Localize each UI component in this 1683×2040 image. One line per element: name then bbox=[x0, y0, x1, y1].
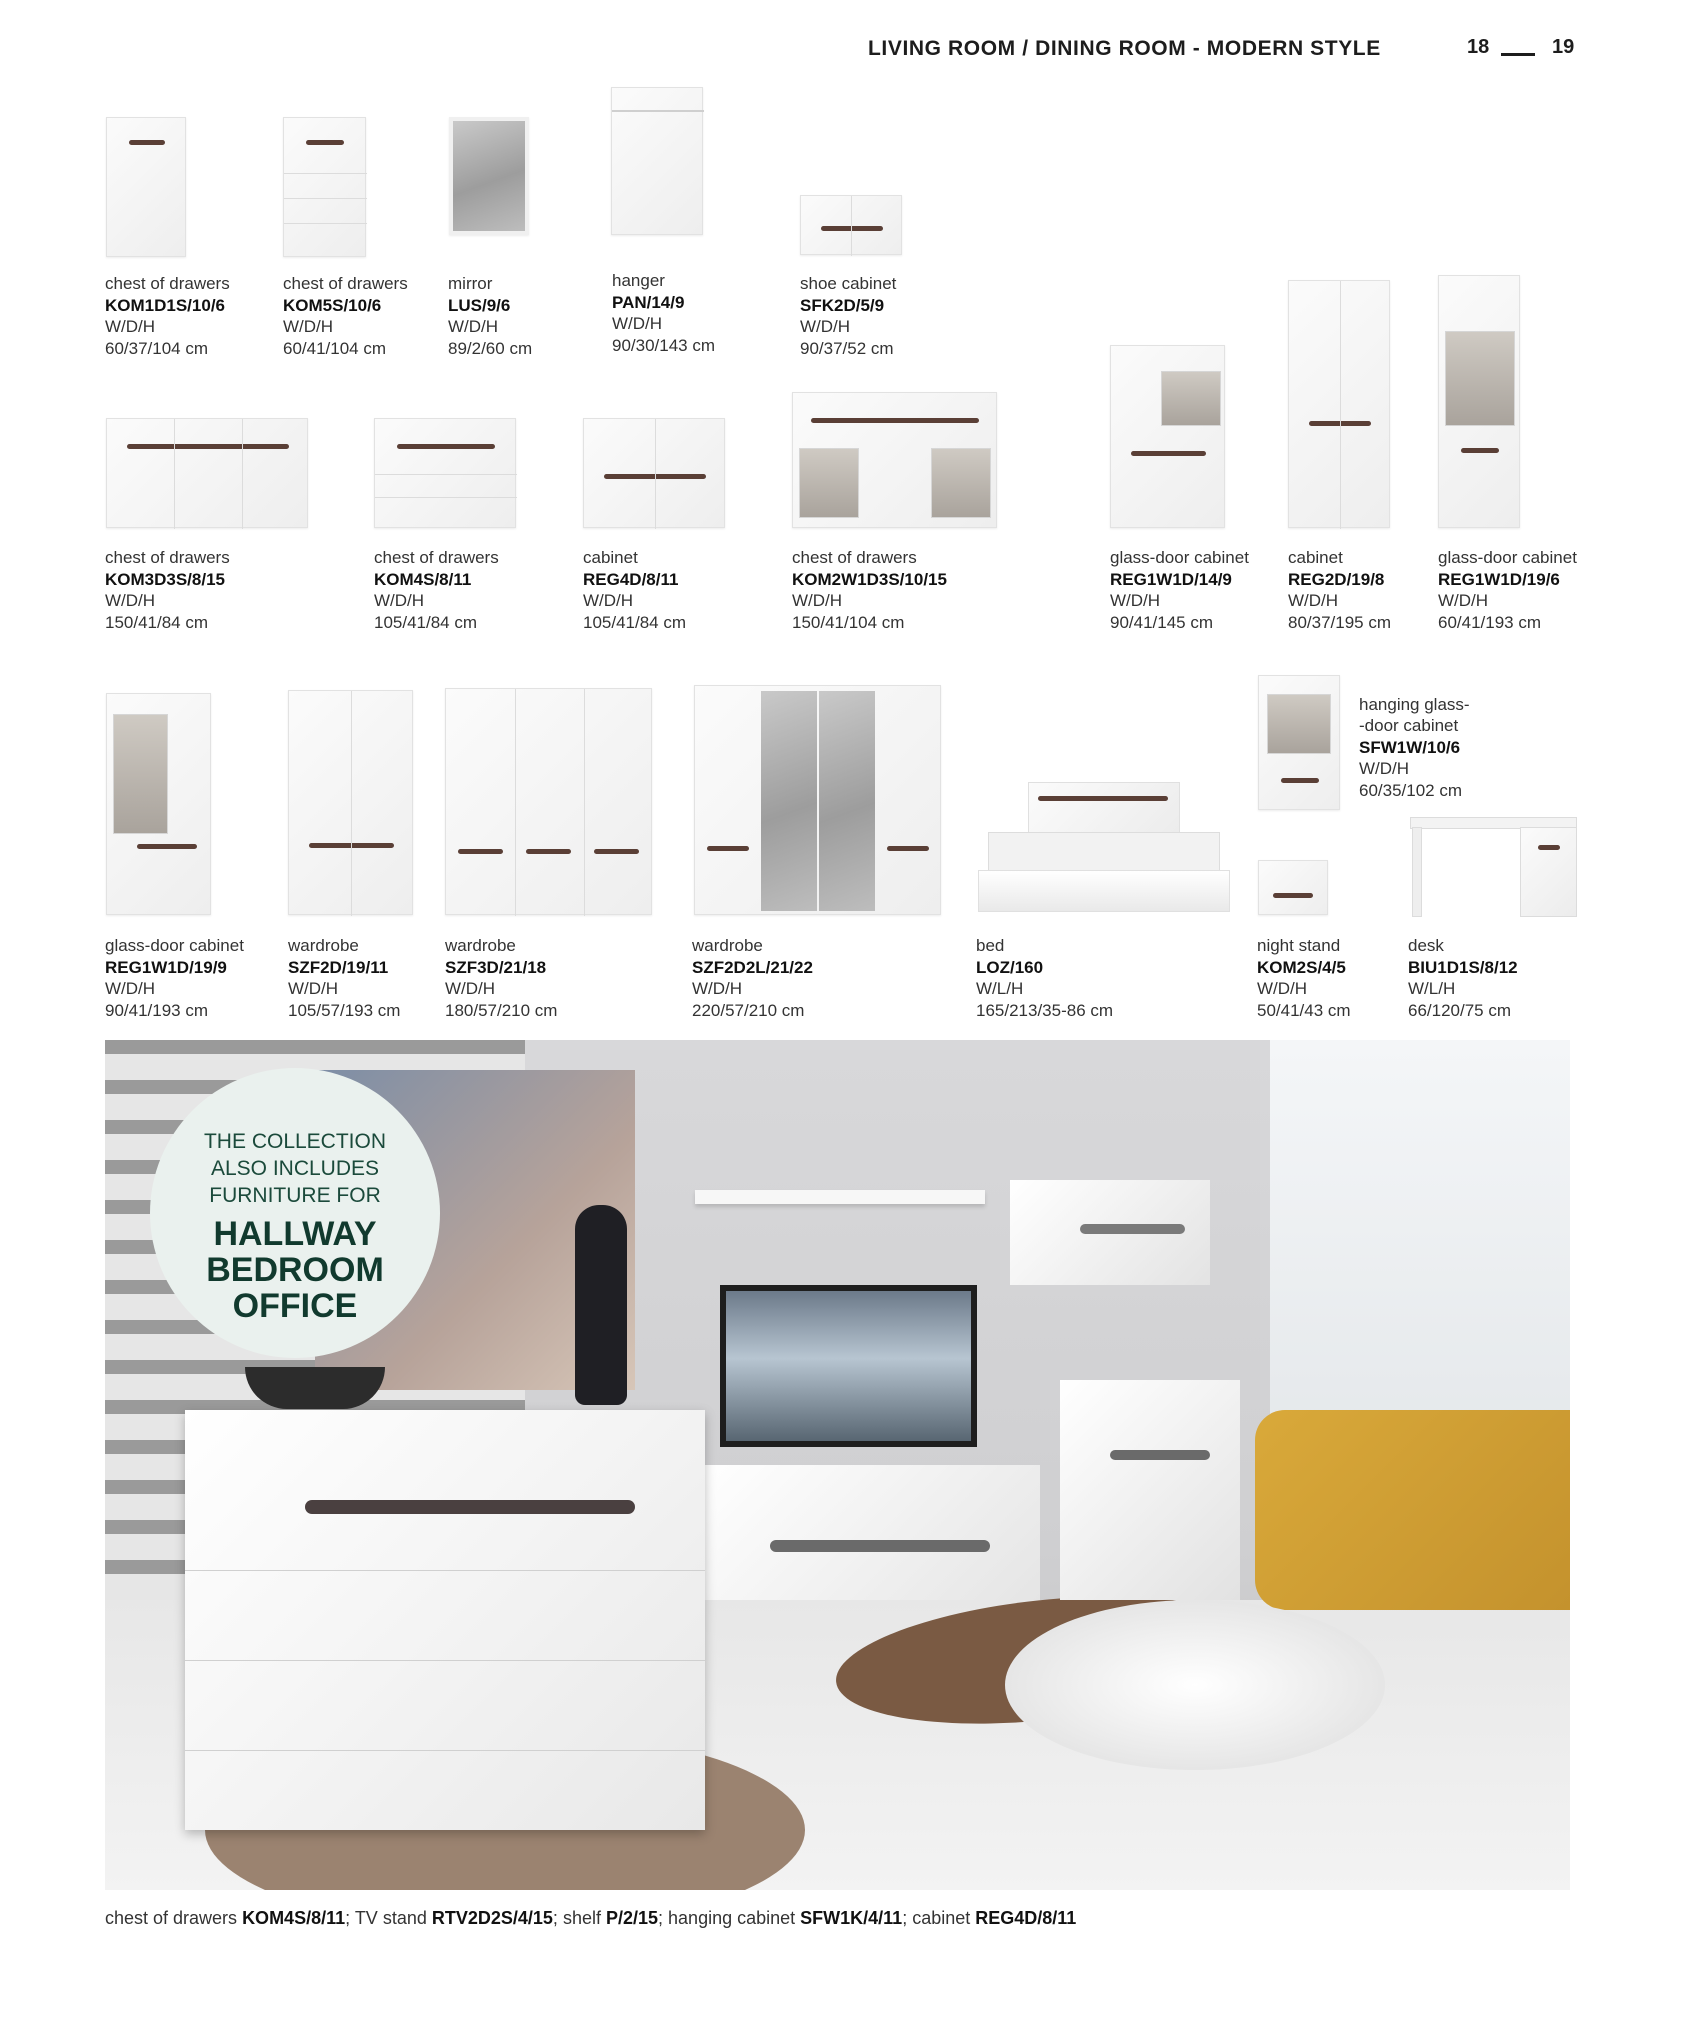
product-image-kom2w1d3s bbox=[792, 392, 997, 528]
cabinet bbox=[1060, 1380, 1240, 1600]
product-label: chest of drawers KOM1D1S/10/6 W/D/H 60/37/104 cm bbox=[105, 274, 230, 358]
product-image-lus bbox=[449, 117, 529, 235]
product-image-loz bbox=[978, 782, 1228, 915]
chest-of-drawers bbox=[185, 1410, 705, 1830]
badge-rooms: HALLWAY BEDROOM OFFICE bbox=[206, 1215, 384, 1325]
decor-bowl bbox=[245, 1367, 385, 1409]
badge-intro: THE COLLECTION ALSO INCLUDES FURNITURE FOR bbox=[203, 1130, 387, 1207]
product-label: hanger PAN/14/9 W/D/H 90/30/143 cm bbox=[612, 271, 716, 355]
product-label: chest of drawers KOM5S/10/6 W/D/H 60/41/104 cm bbox=[283, 274, 408, 358]
product-label: glass-door cabinet REG1W1D/19/9 W/D/H 90/41/193 cm bbox=[105, 936, 244, 1020]
product-label: chest of drawers KOM3D3S/8/15 W/D/H 150/41/84 cm bbox=[105, 548, 230, 632]
product-image-reg4d bbox=[583, 418, 725, 528]
product-image-pan bbox=[611, 87, 703, 235]
product-label: glass-door cabinet REG1W1D/14/9 W/D/H 90/41/145 cm bbox=[1110, 548, 1249, 632]
page-number-right: 19 bbox=[1552, 36, 1575, 58]
product-image-kom2s bbox=[1258, 860, 1328, 915]
tv-stand bbox=[700, 1465, 1040, 1600]
product-image-szf2d bbox=[288, 690, 413, 915]
product-label: desk BIU1D1S/8/12 W/L/H 66/120/75 cm bbox=[1408, 936, 1518, 1020]
wall-shelf bbox=[695, 1190, 985, 1204]
product-label: cabinet REG2D/19/8 W/D/H 80/37/195 cm bbox=[1288, 548, 1392, 632]
product-image-sfk2d bbox=[800, 195, 902, 255]
product-image-sfw1w bbox=[1258, 675, 1340, 810]
photo-caption: chest of drawers KOM4S/8/11; TV stand RTV2D2S/4/15; shelf P/2/15; hanging cabinet SFW1K/4/11; cabinet REG4D/8/11 bbox=[105, 1908, 1077, 1928]
hanging-cabinet bbox=[1010, 1180, 1210, 1285]
product-label: mirror LUS/9/6 W/D/H 89/2/60 cm bbox=[448, 274, 533, 358]
page-number-divider bbox=[1501, 53, 1535, 56]
product-label: chest of drawers KOM2W1D3S/10/15 W/D/H 150/41/104 cm bbox=[792, 548, 947, 632]
product-label: bed LOZ/160 W/L/H 165/213/35-86 cm bbox=[976, 936, 1114, 1020]
product-image-reg1w1d-19-6 bbox=[1438, 275, 1520, 528]
collection-badge bbox=[150, 1068, 440, 1358]
product-image-reg1w1d-19-9 bbox=[106, 693, 211, 915]
product-label: wardrobe SZF3D/21/18 W/D/H 180/57/210 cm bbox=[445, 936, 558, 1020]
product-label: wardrobe SZF2D2L/21/22 W/D/H 220/57/210 cm bbox=[692, 936, 813, 1020]
product-label: shoe cabinet SFK2D/5/9 W/D/H 90/37/52 cm bbox=[800, 274, 897, 358]
sofa bbox=[1255, 1410, 1570, 1610]
television bbox=[720, 1285, 977, 1447]
page-number-left: 18 bbox=[1467, 36, 1490, 58]
product-label: night stand KOM2S/4/5 W/D/H 50/41/43 cm bbox=[1257, 936, 1351, 1020]
product-image-szf2d2l bbox=[694, 685, 941, 915]
product-image-biu1d1s bbox=[1410, 817, 1575, 915]
product-image-kom4s bbox=[374, 418, 516, 528]
product-image-szf3d bbox=[445, 688, 652, 915]
product-label: wardrobe SZF2D/19/11 W/D/H 105/57/193 cm bbox=[288, 936, 401, 1020]
product-image-reg1w1d-14-9 bbox=[1110, 345, 1225, 528]
product-image-kom5s bbox=[283, 117, 366, 257]
product-label: glass-door cabinet REG1W1D/19/6 W/D/H 60/41/193 cm bbox=[1438, 548, 1577, 632]
product-label: hanging glass- -door cabinet SFW1W/10/6 W/D/H 60/35/102 cm bbox=[1359, 694, 1470, 800]
section-title: LIVING ROOM / DINING ROOM - MODERN STYLE bbox=[868, 37, 1381, 60]
product-image-kom1d1s bbox=[106, 117, 186, 257]
coffee-table bbox=[1005, 1600, 1385, 1770]
decor-vase bbox=[575, 1205, 627, 1405]
product-image-reg2d bbox=[1288, 280, 1390, 528]
product-label: cabinet REG4D/8/11 W/D/H 105/41/84 cm bbox=[583, 548, 687, 632]
product-label: chest of drawers KOM4S/8/11 W/D/H 105/41/84 cm bbox=[374, 548, 499, 632]
product-image-kom3d3s bbox=[106, 418, 308, 528]
